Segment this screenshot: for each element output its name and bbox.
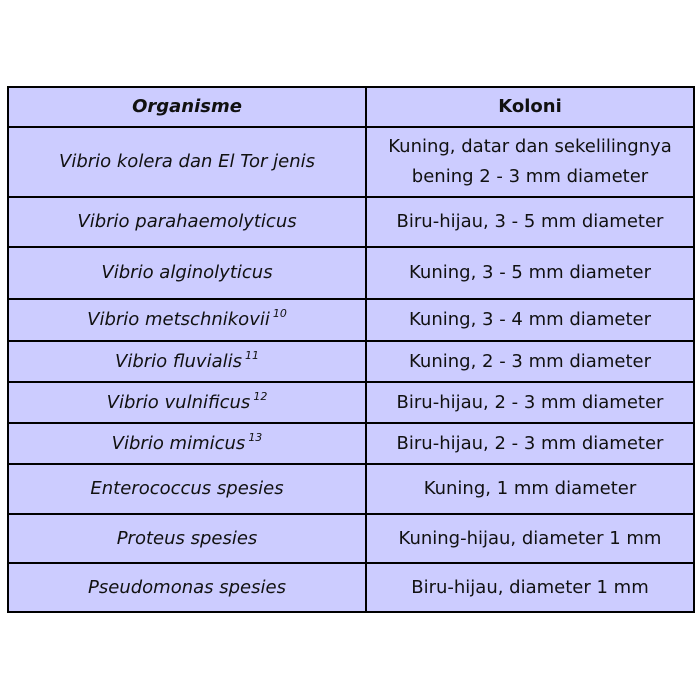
- table-row: [8, 423, 694, 464]
- colony-description-line: Kuning, 2 - 3 mm diameter: [409, 350, 651, 372]
- organism-cell: [8, 247, 366, 299]
- header-koloni: Koloni: [366, 87, 694, 127]
- colony-description-line: Kuning, 1 mm diameter: [423, 478, 637, 499]
- organism-colony-table: [7, 86, 695, 613]
- colony-cell: [366, 247, 694, 299]
- table-row: [8, 247, 694, 299]
- table-row: [8, 197, 694, 247]
- colony-description-line: Biru-hijau, 2 - 3 mm diameter: [396, 391, 664, 413]
- organism-cell: [8, 197, 366, 247]
- organism-cell: [8, 127, 366, 197]
- organism-name: Proteus spesies: [116, 527, 258, 549]
- colony-description-line: Kuning, 3 - 5 mm diameter: [409, 262, 651, 283]
- organism-name: Vibrio alginolyticus: [101, 262, 273, 283]
- colony-description-line: bening 2 - 3 mm diameter: [411, 166, 649, 187]
- colony-cell: [366, 382, 694, 423]
- organism-name: Pseudomonas spesies: [88, 576, 286, 598]
- table-row: [8, 514, 694, 563]
- organism-name: Vibrio fluvialis: [115, 350, 242, 372]
- colony-cell: [366, 423, 694, 464]
- organism-cell: [8, 563, 366, 612]
- table-row: [8, 382, 694, 423]
- organism-name: Vibrio vulnificus: [106, 391, 251, 413]
- reference-superscript: 13: [248, 430, 263, 444]
- reference-superscript: 11: [244, 348, 259, 362]
- colony-description-line: Kuning-hijau, diameter 1 mm: [398, 527, 662, 549]
- organism-name: Enterococcus spesies: [90, 478, 284, 499]
- organism-cell: [8, 514, 366, 563]
- colony-description-line: Kuning, 3 - 4 mm diameter: [409, 309, 651, 330]
- colony-cell: [366, 197, 694, 247]
- organism-name: Vibrio parahaemolyticus: [77, 211, 297, 232]
- colony-cell: [366, 341, 694, 382]
- colony-description-line: Biru-hijau, 3 - 5 mm diameter: [396, 211, 664, 232]
- organism-cell: [8, 299, 366, 341]
- colony-cell: [366, 464, 694, 514]
- organism-name: Vibrio metschnikovii: [87, 309, 270, 330]
- colony-description-line: Kuning, datar dan sekelilingnya: [388, 136, 672, 157]
- colony-cell: [366, 514, 694, 563]
- table-row: [8, 563, 694, 612]
- table-row: [8, 299, 694, 341]
- organism-cell: [8, 423, 366, 464]
- table-row: [8, 127, 694, 197]
- table-row: [8, 464, 694, 514]
- reference-superscript: 10: [272, 307, 287, 320]
- organism-cell: [8, 464, 366, 514]
- header-organisme: Organisme: [8, 87, 366, 127]
- organism-name: Vibrio mimicus: [111, 432, 246, 454]
- table-header-row: [8, 87, 694, 127]
- colony-cell: [366, 127, 694, 197]
- colony-cell: [366, 299, 694, 341]
- table-body: [8, 127, 694, 612]
- organism-cell: [8, 341, 366, 382]
- organism-name: Vibrio kolera dan El Tor jenis: [59, 151, 315, 172]
- table-row: [8, 341, 694, 382]
- organism-cell: [8, 382, 366, 423]
- colony-description-line: Biru-hijau, diameter 1 mm: [411, 576, 649, 598]
- reference-superscript: 12: [253, 389, 268, 403]
- colony-description-line: Biru-hijau, 2 - 3 mm diameter: [396, 432, 664, 454]
- colony-cell: [366, 563, 694, 612]
